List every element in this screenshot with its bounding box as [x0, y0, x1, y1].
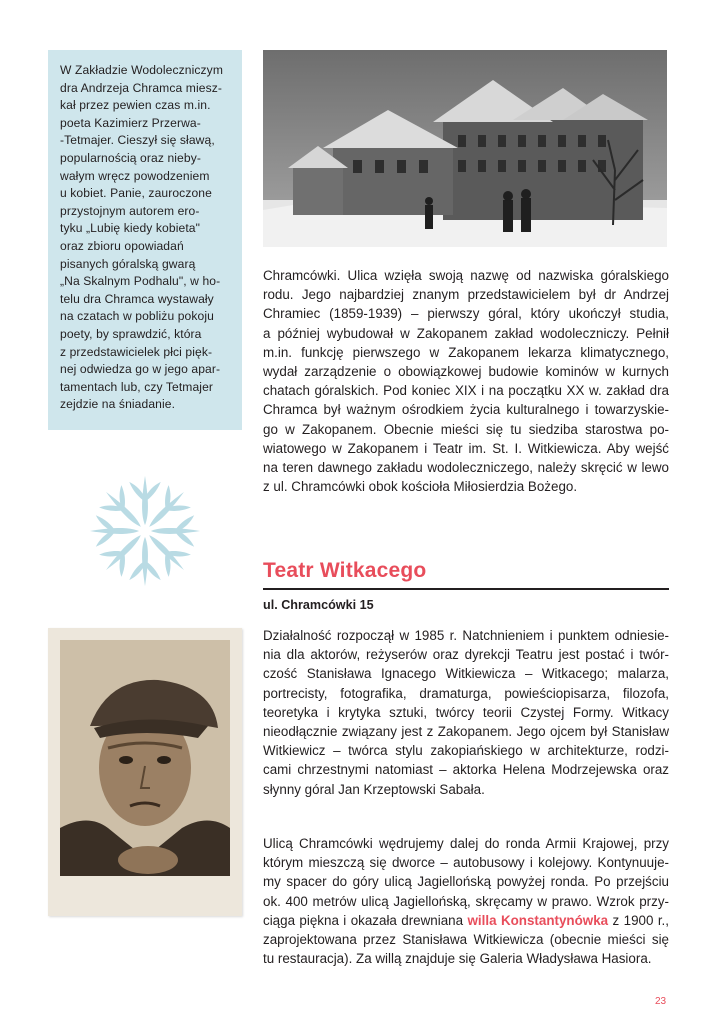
text-fragment: ciąga piękna i okazała drewniana	[263, 912, 468, 928]
paragraph-chramcowki	[263, 266, 669, 496]
sidebar-line: na czatach w pobliżu pokoju	[60, 309, 214, 324]
text-line: m.in. funkcję pierwszego w Zakopanem lekarza klimatycznego,	[263, 344, 669, 360]
section-title: Teatr Witkacego	[263, 559, 427, 582]
text-line: a później wybudował w Zakopanem zakład wodoleczniczy. Pełnił	[263, 325, 669, 341]
text-line: Działalność rozpoczął w 1985 r. Natchnieniem i punktem odniesie-	[263, 628, 669, 643]
text-line: wiatowego w Zakopanem i Teatr im. St. I. Witkiewicza. Aby wejść	[263, 440, 669, 456]
text-fragment: z 1900 r.,	[608, 912, 669, 928]
sidebar-line: -Tetmajer. Cieszył się sławą,	[60, 133, 215, 148]
sidebar-line: pisanych góralską gwarą	[60, 256, 196, 271]
text-line: którym mieszczą się dworce – autobusowy i kolejowy. Kontynuuje-	[263, 855, 669, 871]
sidebar-line: kał przez pewien czas m.in.	[60, 98, 211, 113]
text-line: teoretyka i krytyka sztuki, twórcy teorii Czystej Formy. Witkacy	[263, 704, 669, 720]
snowflake-icon	[86, 472, 204, 590]
section-address: ul. Chramcówki 15	[263, 598, 374, 612]
text-line: portrecisty, fotografika, dramaturga, powieściopisarza, filozofa,	[263, 685, 669, 701]
text-line: ok. 400 metrów ulicą Jagiellońską, skręcamy w prawo. Wzrok przy-	[263, 893, 669, 909]
text-line: Ulicą Chramcówki wędrujemy dalej do ronda Armii Krajowej, przy	[263, 836, 669, 851]
sidebar-line: z przedstawicielek płci pięk-	[60, 344, 213, 359]
sidebar-line: zejdzie na śniadanie.	[60, 397, 176, 412]
paragraph-spacer	[263, 834, 669, 968]
text-line: słynny góral Jan Krzeptowski Sabała.	[263, 781, 485, 797]
building-photo	[263, 50, 667, 247]
text-line: my spacer do góry ulicą Jagiellońską powyżej ronda. Po przejściu	[263, 874, 669, 890]
sidebar-line: tyku „Lubię kiedy kobieta"	[60, 221, 201, 236]
portrait-photo	[48, 628, 242, 916]
sidebar-line: wałym wręcz powodzeniem	[60, 168, 210, 183]
sidebar-line: nej odwiedza go w jego apar-	[60, 362, 221, 377]
text-line: na teren dawnego zakładu wodoleczniczego, należy skręcić w lewo	[263, 460, 669, 476]
paragraph-teatr	[263, 626, 669, 799]
sidebar-line: przystojnym autorem ero-	[60, 203, 200, 218]
text-line: tu restauracja). Za willą znajduje się Galeria Władysława Hasiora.	[263, 951, 652, 967]
text-line: rodu. Jego najbardziej znanym przedstawicielem był dr Andrzej	[263, 287, 669, 303]
text-line: cami chrzestnymi natomiast – aktorka Helena Modrzejewska oraz	[263, 762, 669, 778]
text-line	[263, 911, 669, 930]
sidebar-line: telu dra Chramca wystawały	[60, 291, 214, 306]
title-divider	[263, 588, 669, 590]
page-number: 23	[655, 996, 667, 1007]
sidebar-line: popularnością oraz nieby-	[60, 150, 201, 165]
text-line: Chramcówki. Ulica wzięła swoją nazwę od nazwiska góralskiego	[263, 268, 669, 283]
sidebar-line: W Zakładzie Wodoleczniczym	[60, 63, 224, 77]
text-line: Chramiec (1859-1939) – pierwszy góral, który ukończył studia,	[263, 306, 669, 322]
sidebar-line: dra Andrzeja Chramca miesz-	[60, 80, 222, 95]
sidebar-line: oraz zbioru opowiadań	[60, 238, 184, 253]
text-line: Chramca był ważnym ośrodkiem życia kulturalnego i towarzyskie-	[263, 402, 669, 418]
sidebar-line: poety, by sprawdzić, która	[60, 326, 202, 341]
text-line: nieodłącznie związany jest z Zakopanem. Jego ojcem był Stanisław	[263, 724, 669, 740]
text-line: chatach góralskich. Pod koniec XIX i na początku XX w. zakład dra	[263, 383, 669, 399]
sidebar-line: u kobiet. Panie, zauroczone	[60, 186, 212, 201]
sidebar-line: poeta Kazimierz Przerwa-	[60, 115, 201, 130]
text-line: czość Stanisława Ignacego Witkiewicza – Witkacego; malarza,	[263, 666, 669, 682]
sidebar-note	[48, 50, 242, 430]
sidebar-line: „Na Skalnym Podhalu", w ho-	[60, 274, 221, 289]
sidebar-line: tamentach lub, czy Tetmajer	[60, 379, 214, 394]
text-line: zaprojektowana przez Stanisława Witkiewicza (obecnie mieści się	[263, 932, 669, 948]
text-line: Witkiewicz – twórca stylu zakopiańskiego w architekturze, rodzi-	[263, 743, 669, 759]
highlighted-place-name: willa Konstantynówka	[467, 912, 609, 928]
text-line: wydał zarządzenie o obowiązkowej budowie kominów w kurnych	[263, 364, 669, 380]
text-line: z ul. Chramcówki obok kościoła Miłosierdzia Bożego.	[263, 479, 578, 495]
text-line: go w Zakopanem. Obecnie mieści się tu siedziba starostwa po-	[263, 421, 669, 437]
text-line: nia dla aktorów, reżyserów oraz dyrekcji Teatru jest postać i twór-	[263, 647, 669, 663]
